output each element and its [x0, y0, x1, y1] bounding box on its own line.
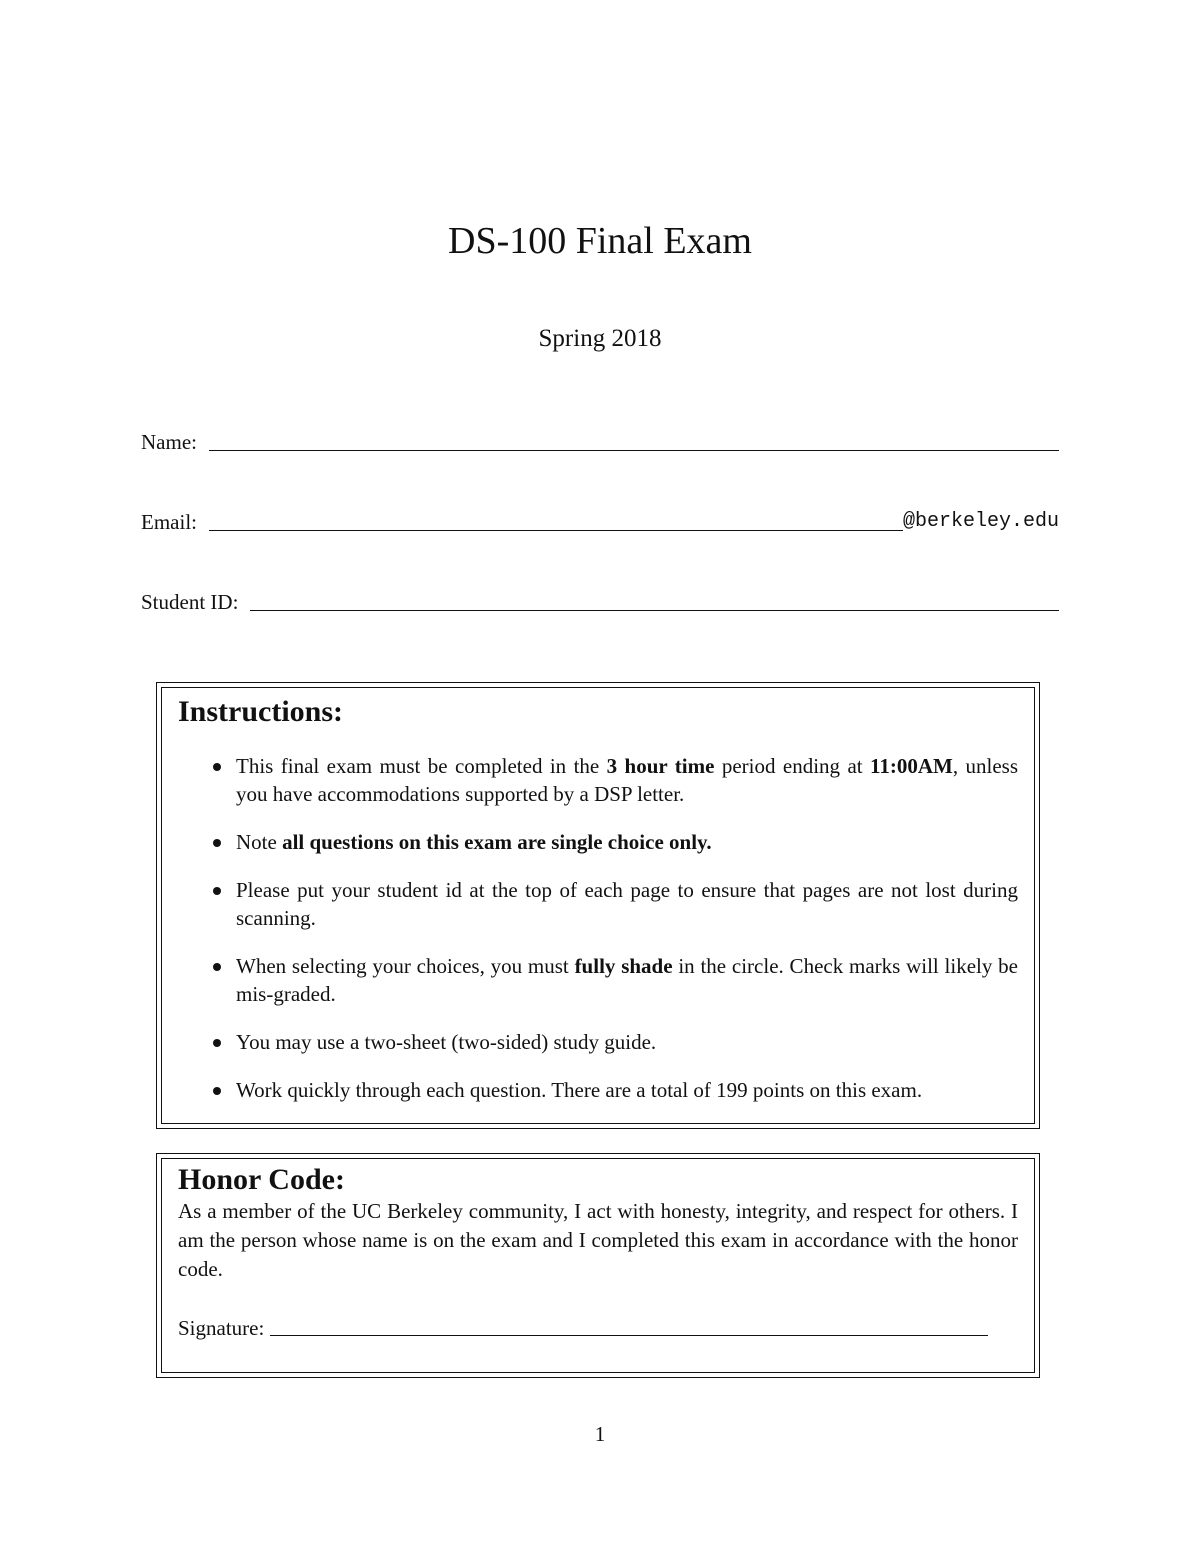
honor-code-box-inner	[161, 1158, 1035, 1373]
student-id-field[interactable]	[250, 584, 1059, 611]
instruction-text: You may use a two-sheet (two-sided) study guide.	[236, 1030, 657, 1054]
instructions-list	[178, 752, 1018, 1104]
instruction-text: period ending at	[714, 754, 871, 778]
instruction-emphasis: all questions on this exam are single choice only.	[282, 830, 712, 854]
email-domain-suffix: @berkeley.edu	[902, 510, 1059, 533]
name-field-row	[141, 423, 1059, 457]
instruction-emphasis: 11:00AM	[870, 754, 953, 778]
instruction-item	[178, 1076, 1018, 1104]
honor-code-heading: Honor Code:	[178, 1163, 345, 1196]
bullet-icon	[213, 887, 221, 895]
instruction-item	[178, 952, 1018, 1008]
honor-code-text: As a member of the UC Berkeley community, I act with honesty, integrity, and respect for others. I am the person whose name is on the exam and I completed this exam in accordance with the honor code.	[178, 1199, 1018, 1281]
instruction-item	[178, 1028, 1018, 1056]
student-id-label: Student ID:	[141, 590, 239, 614]
signature-label: Signature:	[178, 1316, 265, 1340]
instructions-box	[156, 682, 1040, 1129]
email-field-row	[141, 503, 1059, 537]
instruction-text: This final exam must be completed in the	[236, 754, 607, 778]
bullet-icon	[213, 1039, 221, 1047]
email-label: Email:	[141, 510, 197, 534]
name-field[interactable]	[209, 424, 1059, 451]
email-field[interactable]	[209, 504, 903, 531]
instruction-text: , unless you have accommodations supported by a DSP letter.	[236, 754, 1018, 806]
honor-code-box	[156, 1153, 1040, 1378]
instructions-box-inner	[161, 687, 1035, 1124]
instructions-heading: Instructions:	[178, 695, 344, 728]
instruction-emphasis: 3 hour time	[606, 754, 715, 778]
instruction-text: Note	[236, 830, 283, 854]
instruction-emphasis: fully shade	[574, 954, 673, 978]
bullet-icon	[213, 839, 221, 847]
instruction-text: Work quickly through each question. There are a total of 199 points on this exam.	[236, 1078, 923, 1102]
bullet-icon	[213, 1087, 221, 1095]
signature-row	[178, 1311, 988, 1341]
exam-title: DS-100 Final Exam	[448, 220, 752, 262]
instruction-text: When selecting your choices, you must	[236, 954, 575, 978]
bullet-icon	[213, 963, 221, 971]
instruction-item	[178, 876, 1018, 932]
name-label: Name:	[141, 430, 197, 454]
student-id-field-row	[141, 583, 1059, 617]
exam-term: Spring 2018	[538, 325, 662, 352]
page-number: 1	[594, 1422, 606, 1446]
instruction-item	[178, 828, 1018, 856]
bullet-icon	[213, 763, 221, 771]
signature-field[interactable]	[270, 1311, 988, 1336]
instruction-text: Please put your student id at the top of each page to ensure that pages are not lost during scanning.	[236, 878, 1018, 930]
instruction-text: in the circle. Check marks will likely be mis-graded.	[236, 954, 1018, 1006]
instruction-item	[178, 752, 1018, 808]
